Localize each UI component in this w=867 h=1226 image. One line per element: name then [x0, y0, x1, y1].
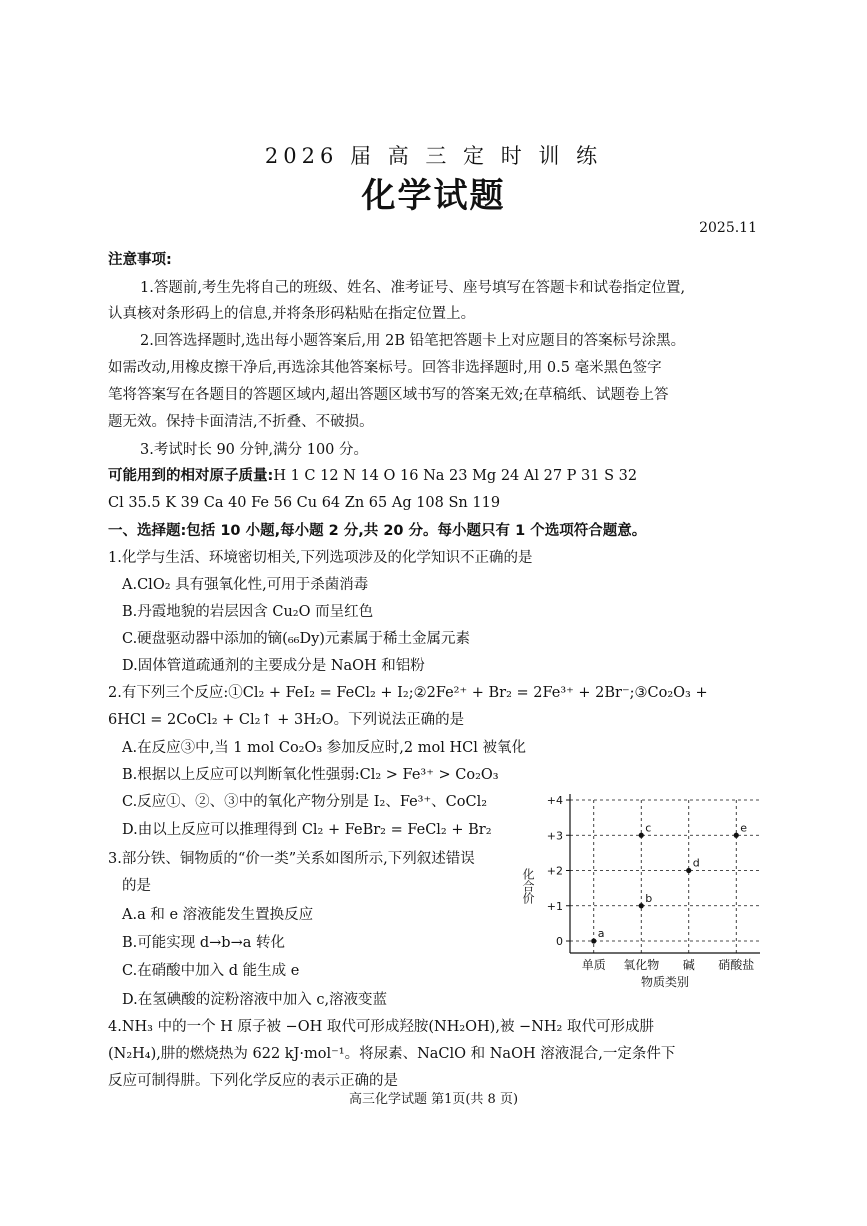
notice-line: 3.考试时长 90 分钟,满分 100 分。 [140, 442, 369, 458]
option-b: B.丹霞地貌的岩层因含 Cu₂O 而呈红色 [122, 604, 374, 620]
question-stem: 的是 [122, 878, 151, 894]
data-point-label: a [597, 927, 605, 940]
option-d: D.由以上反应可以推理得到 Cl₂ + FeBr₂ = FeCl₂ + Br₂ [122, 822, 492, 838]
page-title: 化学试题 [361, 176, 506, 216]
atomic-mass-row [108, 466, 637, 486]
atomic-mass-values: H 1 C 12 N 14 O 16 Na 23 Mg 24 Al 27 P 31 S 32 [273, 468, 638, 484]
data-point [639, 903, 644, 908]
y-tick-label: +4 [546, 794, 563, 807]
x-tick-label: 氧化物 [623, 958, 660, 972]
atomic-mass-values: Cl 35.5 K 39 Ca 40 Fe 56 Cu 64 Zn 65 Ag 108 Sn 119 [108, 495, 501, 511]
option-d: D.固体管道疏通剂的主要成分是 NaOH 和铝粉 [122, 658, 425, 674]
question-stem: 3.部分铁、铜物质的“价一类”关系如图所示,下列叙述错误 [108, 851, 475, 867]
notice-heading: 注意事项: [108, 252, 172, 268]
option-c: C.在硝酸中加入 d 能生成 e [122, 963, 300, 979]
atomic-mass-label: 可能用到的相对原子质量: [108, 468, 274, 484]
data-point-label: c [645, 821, 652, 835]
notice-line: 2.回答选择题时,选出每小题答案后,用 2B 铅笔把答题卡上对应题目的答案标号涂黑。 [140, 333, 686, 349]
option-a: A.ClO₂ 具有强氧化性,可用于杀菌消毒 [122, 577, 369, 593]
exam-series-title: 2026 届 高 三 定 时 训 练 [264, 144, 603, 168]
x-axis-label: 物质类别 [640, 975, 690, 989]
x-tick-label: 硝酸盐 [718, 958, 755, 972]
page-footer: 高三化学试题 第1页(共 8 页) [348, 1092, 519, 1107]
y-tick-label: +3 [546, 829, 563, 843]
data-point-label: e [740, 821, 748, 835]
x-tick-label: 碱 [682, 958, 695, 972]
question-stem: (N₂H₄),肼的燃烧热为 622 kJ·mol⁻¹。将尿素、NaClO 和 NaOH 溶液混合,一定条件下 [108, 1046, 676, 1062]
option-c: C.反应①、②、③中的氧化产物分别是 I₂、Fe³⁺、CoCl₂ [122, 794, 488, 810]
option-a: A.在反应③中,当 1 mol Co₂O₃ 参加反应时,2 mol HCl 被氧化 [122, 740, 526, 756]
option-c: C.硬盘驱动器中添加的镝(₆₆Dy)元素属于稀土金属元素 [122, 631, 470, 647]
notice-line: 认真核对条形码上的信息,并将条形码粘贴在指定位置上。 [108, 306, 476, 322]
notice-line: 1.答题前,考生先将自己的班级、姓名、准考证号、座号填写在答题卡和试卷指定位置, [140, 280, 686, 296]
data-point [639, 833, 644, 838]
question-stem: 反应可制得肼。下列化学反应的表示正确的是 [108, 1073, 398, 1089]
exam-date: 2025.11 [699, 220, 757, 236]
data-point [686, 868, 691, 873]
notice-line: 题无效。保持卡面清洁,不折叠、不破损。 [108, 414, 374, 430]
y-tick-label: 0 [556, 935, 563, 948]
y-tick-label: +2 [546, 864, 563, 878]
question-stem: 4.NH₃ 中的一个 H 原子被 −OH 取代可形成羟胺(NH₂OH),被 −NH₂ 取代可形成肼 [108, 1019, 654, 1035]
option-b: B.根据以上反应可以判断氧化性强弱:Cl₂ > Fe³⁺ > Co₂O₃ [122, 767, 499, 783]
option-b: B.可能实现 d→b→a 转化 [122, 935, 285, 951]
data-point [734, 833, 739, 838]
question-stem: 1.化学与生活、环境密切相关,下列选项涉及的化学知识不正确的是 [108, 550, 533, 566]
notice-line: 笔将答案写在各题目的答题区域内,超出答题区域书写的答案无效;在草稿纸、试题卷上答 [108, 387, 669, 403]
x-tick-label: 单质 [581, 958, 606, 972]
option-d: D.在氢碘酸的淀粉溶液中加入 c,溶液变蓝 [122, 992, 388, 1008]
data-point-label: d [692, 856, 700, 870]
option-a: A.a 和 e 溶液能发生置换反应 [122, 907, 314, 923]
section-heading: 一、选择题:包括 10 小题,每小题 2 分,共 20 分。每小题只有 1 个选项符合题意。 [108, 523, 647, 539]
y-axis-label: 化合价 [521, 868, 535, 904]
y-tick-label: +1 [546, 899, 563, 913]
question-stem: 2.有下列三个反应:①Cl₂ + FeI₂ = FeCl₂ + I₂;②2Fe²⁺ + Br₂ = 2Fe³⁺ + 2Br⁻;③Co₂O₃ + [108, 685, 708, 701]
valence-class-chart [520, 788, 770, 993]
question-stem: 6HCl = 2CoCl₂ + Cl₂↑ + 3H₂O。下列说法正确的是 [108, 712, 465, 728]
data-point-label: b [645, 891, 653, 905]
notice-line: 如需改动,用橡皮擦干净后,再选涂其他答案标号。回答非选择题时,用 0.5 毫米黑色签字 [108, 360, 662, 376]
data-point [591, 938, 596, 943]
